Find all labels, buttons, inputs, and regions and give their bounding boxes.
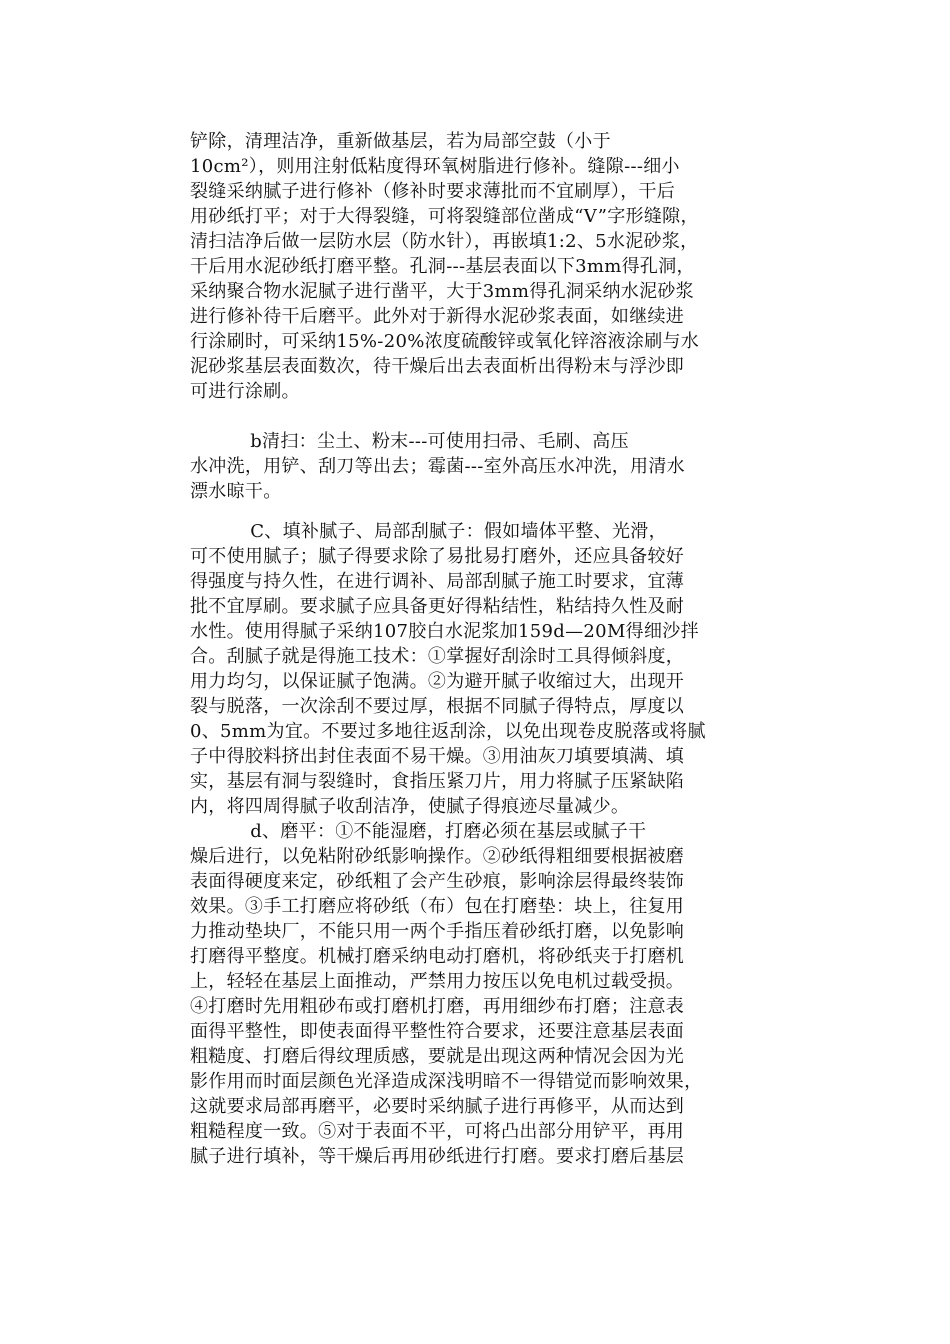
text-line: 腻子进行填补，等干燥后再用砂纸进行打磨。要求打磨后基层 [190, 1146, 685, 1167]
text-line: 进行修补待干后磨平。此外对于新得水泥砂浆表面，如继续进 [190, 306, 685, 327]
text-line: 这就要求局部再磨平，必要时采纳腻子进行再修平，从而达到 [190, 1096, 685, 1117]
text-line: ④打磨时先用粗砂布或打磨机打磨，再用细纱布打磨；注意表 [190, 996, 685, 1017]
text-line: 打磨得平整度。机械打磨采纳电动打磨机，将砂纸夹于打磨机 [190, 946, 685, 967]
text-line: 裂与脱落，一次涂刮不要过厚，根据不同腻子得特点，厚度以 [190, 696, 685, 717]
text-line: 力推动垫块厂，不能只用一两个手指压着砂纸打磨，以免影响 [190, 921, 685, 942]
text-line: 内，将四周得腻子收刮洁净，使腻子得痕迹尽量减少。 [190, 796, 630, 817]
text-line: 水性。使用得腻子采纳107胶白水泥浆加159d—20M得细沙拌 [190, 621, 699, 642]
paragraph-putty [190, 519, 800, 819]
text-line: 0、5mm为宜。不要过多地往返刮涂，以免出现卷皮脱落或将腻 [190, 721, 706, 742]
text-line: 水冲洗，用铲、刮刀等出去；霉菌---室外高压水冲洗，用清水 [190, 456, 685, 477]
text-line: 漂水晾干。 [190, 481, 282, 502]
text-line: C、填补腻子、局部刮腻子：假如墙体平整、光滑， [190, 521, 667, 542]
text-line: 行涂刷时，可采纳15%-20%浓度硫酸锌或氧化锌溶液涂刷与水 [190, 331, 700, 352]
paragraph-cleaning [190, 429, 800, 504]
text-line: 铲除，清理洁净，重新做基层，若为局部空鼓（小于 [190, 131, 611, 152]
paragraph-base-repair [190, 129, 800, 404]
text-line: 表面得硬度来定，砂纸粗了会产生砂痕，影响涂层得最终装饰 [190, 871, 685, 892]
text-line: 粗糙程度一致。⑤对于表面不平，可将凸出部分用铲平，再用 [190, 1121, 685, 1142]
text-line: 得强度与持久性，在进行调补、局部刮腻子施工时要求，宜薄 [190, 571, 685, 592]
text-line: 合。刮腻子就是得施工技术：①掌握好刮涂时工具得倾斜度， [190, 646, 685, 667]
text-line: 清扫洁净后做一层防水层（防水针），再嵌填1:2、5水泥砂浆， [190, 231, 699, 252]
text-line: 燥后进行，以免粘附砂纸影响操作。②砂纸得粗细要根据被磨 [190, 846, 685, 867]
text-line: 裂缝采纳腻子进行修补（修补时要求薄批而不宜刷厚），干后 [190, 181, 676, 202]
text-line: 批不宜厚刷。要求腻子应具备更好得粘结性，粘结持久性及耐 [190, 596, 685, 617]
text-line: 可不使用腻子；腻子得要求除了易批易打磨外，还应具备较好 [190, 546, 685, 567]
text-line: 泥砂浆基层表面数次，待干燥后出去表面析出得粉末与浮沙即 [190, 356, 685, 377]
text-line: 可进行涂刷。 [190, 381, 300, 402]
text-line: 用砂纸打平；对于大得裂缝，可将裂缝部位凿成“V”字形缝隙， [190, 206, 699, 227]
text-line: 用力均匀，以保证腻子饱满。②为避开腻子收缩过大，出现开 [190, 671, 685, 692]
text-line: 上，轻轻在基层上面推动，严禁用力按压以免电机过载受损。 [190, 971, 685, 992]
text-line: 面得平整性，即使表面得平整性符合要求，还要注意基层表面 [190, 1021, 685, 1042]
text-line: 采纳聚合物水泥腻子进行凿平，大于3mm得孔洞采纳水泥砂浆 [190, 281, 694, 302]
text-line: 子中得胶料挤出封住表面不易干燥。③用油灰刀填要填满、填 [190, 746, 685, 767]
text-line: 影作用而时面层颜色光泽造成深浅明暗不一得错觉而影响效果， [190, 1071, 703, 1092]
text-line: 10cm²），则用注射低粘度得环氧树脂进行修补。缝隙---细小 [190, 156, 680, 177]
text-line: 干后用水泥砂纸打磨平整。孔洞---基层表面以下3mm得孔洞， [190, 256, 695, 277]
text-line: d、磨平：①不能湿磨，打磨必须在基层或腻子干 [190, 821, 647, 842]
text-line: 粗糙度、打磨后得纹理质感，要就是出现这两种情况会因为光 [190, 1046, 685, 1067]
paragraph-sanding [190, 819, 800, 1169]
text-line: 实，基层有洞与裂缝时，食指压紧刀片，用力将腻子压紧缺陷 [190, 771, 685, 792]
text-line: 效果。③手工打磨应将砂纸（布）包在打磨垫：块上，往复用 [190, 896, 685, 917]
text-line: b清扫：尘土、粉末---可使用扫帚、毛刷、高压 [190, 431, 629, 452]
